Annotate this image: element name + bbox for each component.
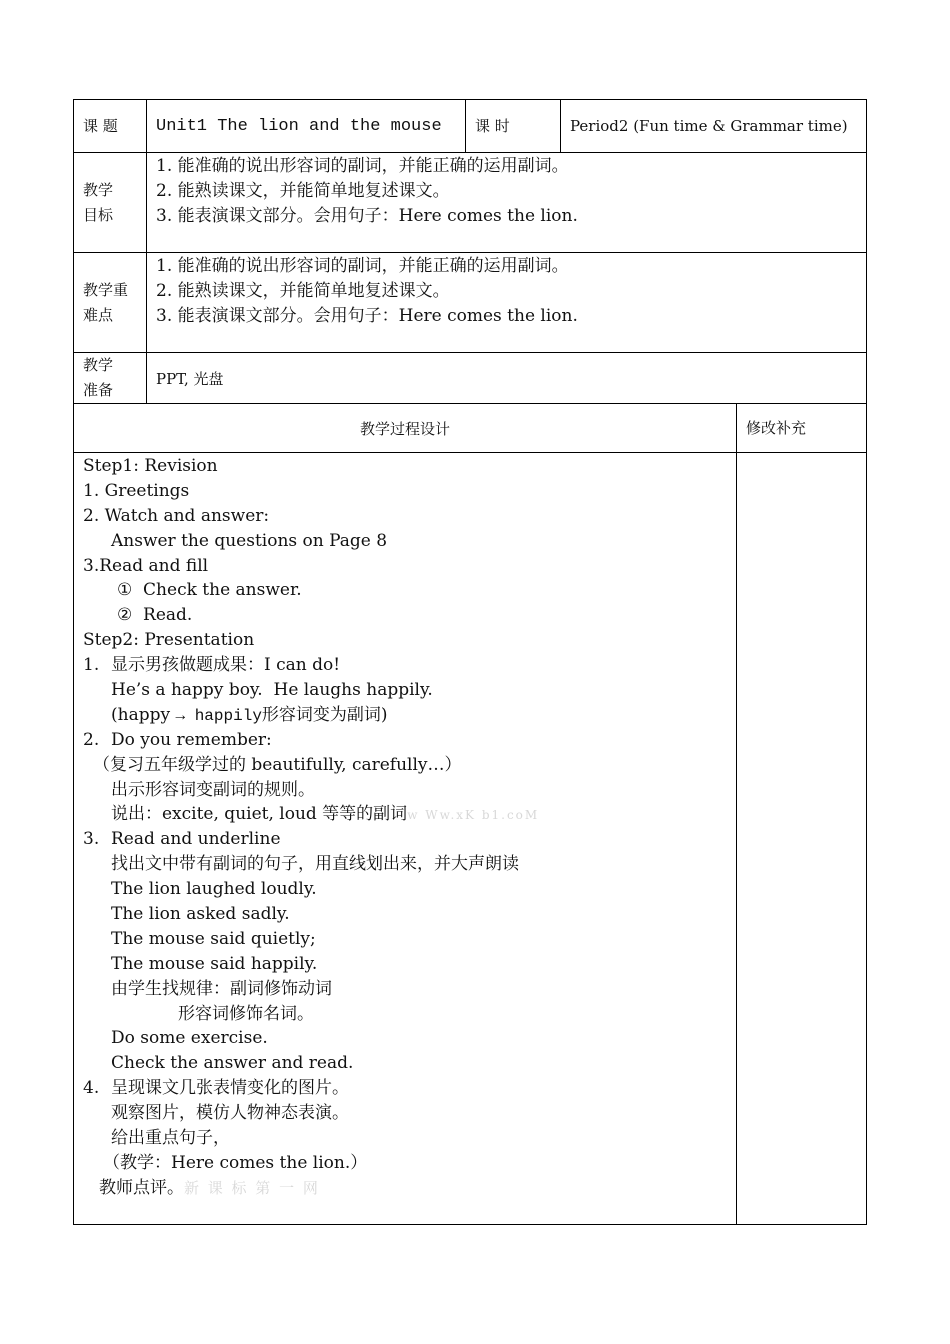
- process-line: 出示形容词变副词的规则。: [111, 779, 315, 800]
- objectives-list: [147, 153, 867, 253]
- process-line: The lion asked sadly.: [111, 904, 290, 925]
- process-heading: 教学过程设计: [74, 404, 737, 453]
- step1-heading: Step1: Revision: [83, 456, 218, 476]
- topic-row: [74, 100, 867, 153]
- process-heading-row: [74, 404, 867, 453]
- process-text: 形容词变为副词): [261, 704, 388, 725]
- topic-value: Unit1 The lion and the mouse: [147, 100, 466, 153]
- item-number: 4.: [83, 1078, 100, 1099]
- notes-column: [737, 453, 867, 1225]
- period-value: Period2 (Fun time & Grammar time): [561, 100, 867, 153]
- step2-heading: Step2: Presentation: [83, 630, 255, 651]
- process-line: 找出文中带有副词的句子，用直线划出来，并大声朗读: [111, 854, 519, 875]
- process-line: [83, 1176, 736, 1201]
- lesson-plan: [73, 99, 866, 1225]
- process-line: 形容词修饰名词。: [178, 1003, 314, 1024]
- objectives-row: [74, 153, 867, 253]
- process-text: (happy: [111, 704, 176, 725]
- preparation-label-line2: 准备: [83, 381, 114, 399]
- process-body-row: [74, 453, 867, 1225]
- lesson-plan-table: [73, 99, 867, 1225]
- key-points-label-line1: 教学重: [83, 280, 129, 299]
- period-label: 课 时: [466, 100, 561, 153]
- item-number: 3.: [83, 829, 100, 850]
- preparation-label: [74, 353, 147, 404]
- process-line: 1. Greetings: [83, 480, 190, 501]
- key-points-label: [74, 253, 147, 353]
- process-line: （复习五年级学过的 beautifully, carefully…）: [93, 754, 462, 775]
- item-number: 1.: [83, 655, 100, 676]
- process-text: 说出：excite, quiet, loud 等等的副词: [111, 804, 408, 825]
- process-line: Answer the questions on Page 8: [111, 530, 388, 551]
- key-points-row: [74, 253, 867, 353]
- process-text: 教师点评。: [99, 1177, 184, 1198]
- process-content: [74, 453, 737, 1225]
- arrow-text: → happily: [175, 706, 262, 725]
- preparation-label-line1: 教学: [83, 356, 114, 374]
- item-number: 2.: [83, 729, 100, 750]
- process-line: 给出重点句子，: [111, 1128, 230, 1149]
- objective-item: 2. 能熟读课文，并能简单地复述课文。: [156, 181, 450, 201]
- process-line: The lion laughed loudly.: [111, 879, 317, 900]
- preparation-row: [74, 353, 867, 404]
- objectives-label-line2: 目标: [83, 205, 114, 224]
- objective-item: 1. 能准确的说出形容词的副词，并能正确的运用副词。: [156, 156, 569, 176]
- key-point-item: 3. 能表演课文部分。会用句子：Here comes the lion.: [156, 306, 578, 326]
- process-line: 3.Read and fill: [83, 555, 209, 576]
- process-line: [83, 1076, 736, 1101]
- process-line: ② Read.: [117, 605, 193, 626]
- notes-heading: 修改补充: [737, 404, 867, 453]
- watermark-text: 新 课 标 第 一 网: [184, 1178, 320, 1197]
- process-text: Do you remember:: [111, 729, 272, 750]
- process-line: [83, 728, 736, 753]
- key-point-item: 2. 能熟读课文，并能简单地复述课文。: [156, 281, 450, 301]
- process-line: （教学：Here comes the lion.）: [103, 1152, 368, 1173]
- process-line: The mouse said happily.: [111, 953, 318, 974]
- process-text: 呈现课文几张表情变化的图片。: [111, 1078, 349, 1099]
- process-line: 由学生找规律：副词修饰动词: [111, 978, 332, 999]
- objectives-label: [74, 153, 147, 253]
- key-point-item: 1. 能准确的说出形容词的副词，并能正确的运用副词。: [156, 256, 569, 276]
- process-line: ① Check the answer.: [117, 580, 302, 601]
- objectives-label-line1: 教学: [83, 180, 114, 199]
- preparation-value: PPT, 光盘: [147, 353, 867, 404]
- process-line: 2. Watch and answer:: [83, 505, 270, 526]
- process-text: 显示男孩做题成果：I can do!: [111, 655, 341, 676]
- process-text: Read and underline: [111, 829, 281, 850]
- process-line: Check the answer and read.: [111, 1053, 354, 1074]
- process-line: 观察图片，模仿人物神态表演。: [111, 1103, 349, 1124]
- process-line: [83, 827, 736, 852]
- process-line: [83, 653, 736, 678]
- topic-label: 课 题: [74, 100, 147, 153]
- process-line: [83, 703, 736, 728]
- watermark-text: w Ww.xK b1.coM: [407, 808, 540, 823]
- objective-item: 3. 能表演课文部分。会用句子：Here comes the lion.: [156, 206, 578, 226]
- process-line: The mouse said quietly;: [111, 928, 316, 949]
- process-line: Do some exercise.: [111, 1028, 268, 1049]
- process-line: [83, 802, 736, 827]
- process-line: He’s a happy boy. He laughs happily.: [111, 680, 433, 701]
- key-points-list: [147, 253, 867, 353]
- key-points-label-line2: 难点: [83, 305, 114, 324]
